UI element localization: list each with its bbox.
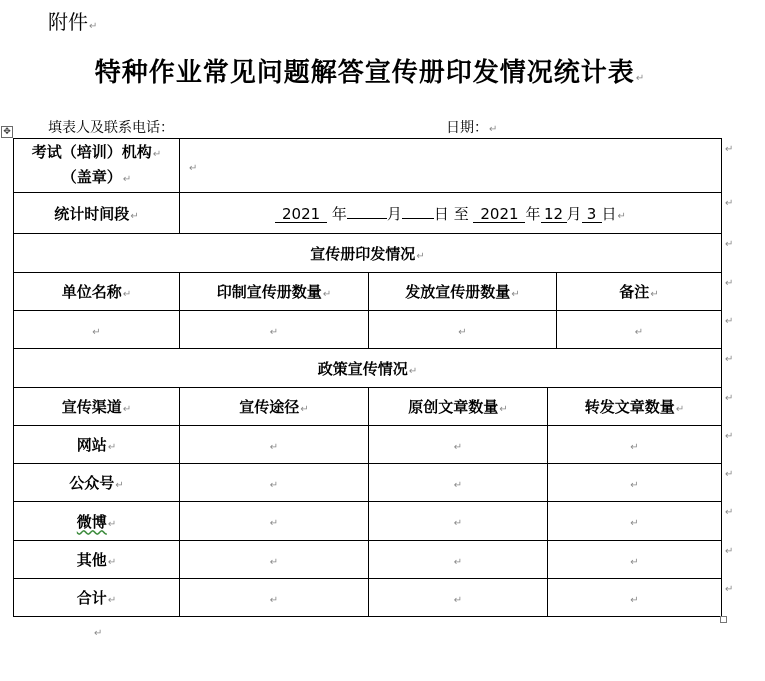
institution-input-cell[interactable]: ↵ — [180, 139, 722, 193]
channel-cell-method[interactable]: ↵ — [180, 426, 369, 464]
row-end-mark: ↵ — [725, 431, 734, 442]
row-end-mark: ↵ — [725, 469, 734, 480]
channel-cell-forwarded[interactable]: ↵ — [548, 579, 722, 617]
row-end-mark: ↵ — [725, 507, 734, 518]
channel-cell-method[interactable]: ↵ — [180, 579, 369, 617]
table-resize-handle-icon[interactable] — [720, 616, 727, 623]
print-header-row — [14, 273, 722, 311]
date-label: 日期：↵ — [446, 120, 498, 136]
channel-row-total — [14, 579, 722, 617]
paragraph-mark: ↵ — [89, 21, 98, 32]
row-end-mark: ↵ — [725, 278, 734, 289]
channel-cell-original[interactable]: ↵ — [369, 579, 548, 617]
document-title: 特种作业常见问题解答宣传册印发情况统计表↵ — [94, 58, 646, 88]
print-cell-unit[interactable]: ↵ — [14, 311, 180, 349]
policy-header-forwarded: 转发文章数量↵ — [548, 388, 722, 426]
paragraph-mark: ↵ — [94, 628, 103, 639]
end-month: 12 — [541, 206, 567, 223]
channel-cell-method[interactable]: ↵ — [180, 541, 369, 579]
print-header-distributed: 发放宣传册数量↵ — [369, 273, 557, 311]
policy-section-row — [14, 349, 722, 388]
policy-header-original: 原创文章数量↵ — [369, 388, 548, 426]
period-row — [14, 193, 722, 234]
print-cell-printed[interactable]: ↵ — [180, 311, 369, 349]
row-end-mark: ↵ — [725, 546, 734, 557]
paragraph-mark: ↵ — [635, 73, 646, 84]
channel-cell-forwarded[interactable]: ↵ — [548, 541, 722, 579]
table-move-handle-icon[interactable]: ✥ — [1, 126, 13, 138]
print-section-title: 宣传册印发情况↵ — [14, 234, 722, 273]
print-header-remarks: 备注↵ — [557, 273, 722, 311]
filler-contact-label: 填表人及联系电话： — [48, 120, 174, 136]
row-end-mark: ↵ — [725, 354, 734, 365]
channel-cell-original[interactable]: ↵ — [369, 541, 548, 579]
row-end-mark: ↵ — [725, 144, 734, 155]
policy-header-method: 宣传途径↵ — [180, 388, 369, 426]
row-end-mark: ↵ — [725, 239, 734, 250]
row-end-mark: ↵ — [725, 316, 734, 327]
institution-label-cell: 考试（培训）机构↵ （盖章）↵ — [14, 139, 180, 193]
channel-cell-method[interactable]: ↵ — [180, 502, 369, 541]
row-end-mark: ↵ — [725, 393, 734, 404]
start-year: 2021 — [275, 206, 327, 223]
start-day — [402, 218, 434, 219]
channel-cell-original[interactable]: ↵ — [369, 426, 548, 464]
channel-cell-original[interactable]: ↵ — [369, 502, 548, 541]
attachment-label: 附件↵ — [48, 10, 98, 34]
end-day: 3 — [582, 206, 602, 223]
row-end-mark: ↵ — [725, 198, 734, 209]
period-value-cell[interactable]: 2021 年 月 日 至 2021 年 12 月 3 日↵ — [180, 193, 722, 234]
print-header-unit: 单位名称↵ — [14, 273, 180, 311]
channel-label: 合计↵ — [14, 579, 180, 617]
policy-header-channel: 宣传渠道↵ — [14, 388, 180, 426]
channel-label: 其他↵ — [14, 541, 180, 579]
channel-row-other — [14, 541, 722, 579]
institution-row — [14, 139, 722, 193]
print-header-printed: 印制宣传册数量↵ — [180, 273, 369, 311]
row-end-mark: ↵ — [725, 584, 734, 595]
policy-section-title: 政策宣传情况↵ — [14, 349, 722, 388]
channel-row-website — [14, 426, 722, 464]
print-cell-distributed[interactable]: ↵ — [369, 311, 557, 349]
channel-cell-original[interactable]: ↵ — [369, 464, 548, 502]
period-label-cell: 统计时间段↵ — [14, 193, 180, 234]
channel-cell-forwarded[interactable]: ↵ — [548, 502, 722, 541]
channel-row-official-account — [14, 464, 722, 502]
statistics-table — [13, 138, 722, 617]
channel-cell-forwarded[interactable]: ↵ — [548, 426, 722, 464]
channel-cell-forwarded[interactable]: ↵ — [548, 464, 722, 502]
start-month — [347, 218, 387, 219]
channel-label: 公众号↵ — [14, 464, 180, 502]
print-cell-remarks[interactable]: ↵ — [557, 311, 722, 349]
print-section-row — [14, 234, 722, 273]
end-year: 2021 — [473, 206, 525, 223]
paragraph-mark: ↵ — [489, 124, 498, 135]
print-data-row — [14, 311, 722, 349]
channel-cell-method[interactable]: ↵ — [180, 464, 369, 502]
channel-label: 微博↵ — [14, 502, 180, 541]
channel-row-weibo — [14, 502, 722, 541]
policy-header-row — [14, 388, 722, 426]
channel-label: 网站↵ — [14, 426, 180, 464]
